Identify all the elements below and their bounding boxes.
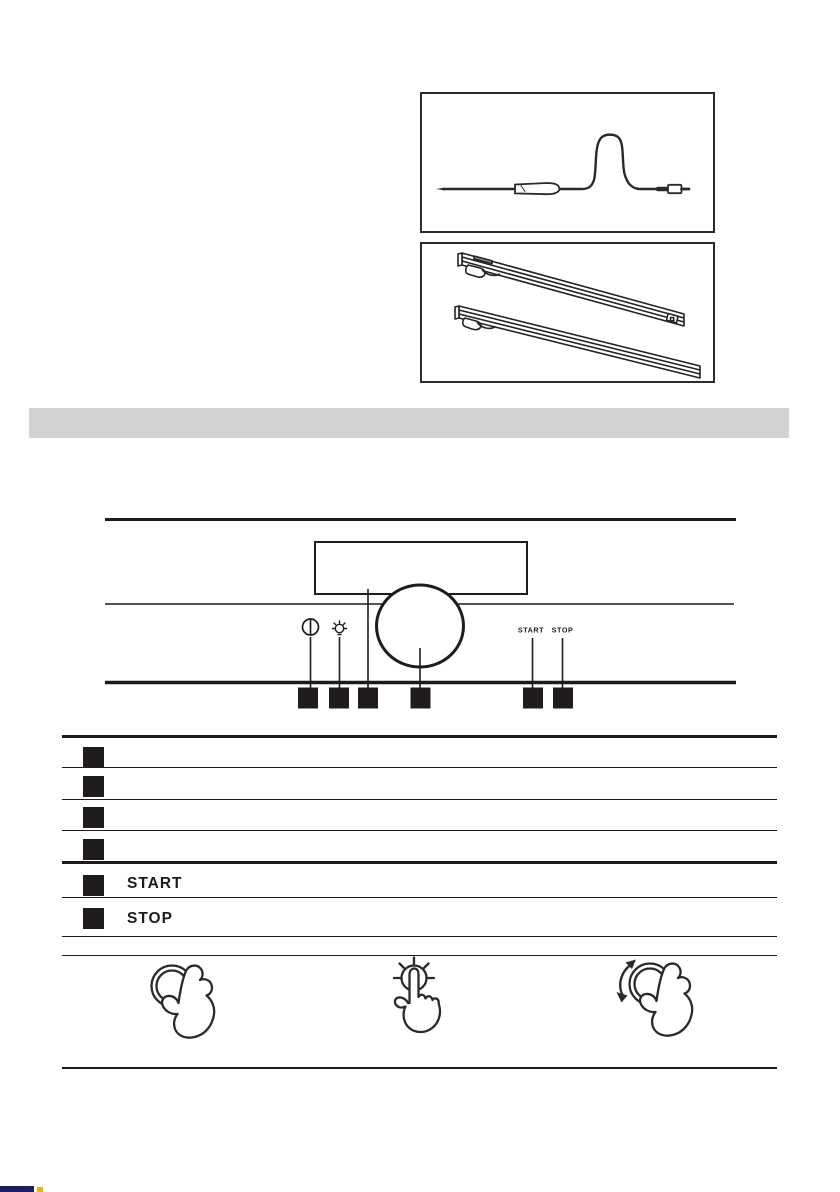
telescopic-runners-illustration [422, 244, 713, 381]
footer-logo-fragment [0, 1186, 34, 1192]
legend-row [62, 799, 777, 830]
legend-row [62, 861, 777, 898]
food-sensor-figure [420, 92, 715, 233]
legend-row [62, 897, 777, 936]
legend-marker [83, 875, 104, 896]
legend-marker [83, 807, 104, 828]
legend-marker [83, 747, 104, 768]
panel-start-label: START [517, 625, 545, 635]
legend-marker [83, 839, 104, 860]
light-icon [333, 621, 347, 635]
callout-markers [298, 688, 573, 709]
callout-marker [553, 688, 573, 709]
callout-marker [358, 688, 378, 709]
legend-row-label: STOP [127, 910, 173, 927]
legend-row [62, 767, 777, 798]
legend-marker [83, 908, 104, 929]
panel-stop-label: STOP [551, 625, 574, 635]
section-header-banner [29, 408, 789, 438]
callout-marker [523, 688, 543, 709]
footer-logo-fragment-accent [37, 1187, 43, 1192]
gesture-bottom-line [62, 1067, 777, 1069]
legend-marker [83, 776, 104, 797]
power-icon [303, 619, 319, 635]
tap-finger-gesture-icon [368, 956, 463, 1044]
legend-row-label: START [127, 874, 183, 892]
control-panel-diagram [0, 505, 840, 720]
callout-marker [411, 688, 431, 709]
press-knob-gesture-icon [135, 962, 235, 1050]
callout-marker [298, 688, 318, 709]
food-sensor-illustration [422, 94, 713, 231]
telescopic-runners-figure [420, 242, 715, 383]
turn-knob-gesture-icon [598, 958, 703, 1050]
callout-marker [329, 688, 349, 709]
legend-row [62, 830, 777, 861]
legend-bottom-line [62, 936, 777, 938]
legend-row [62, 735, 777, 767]
